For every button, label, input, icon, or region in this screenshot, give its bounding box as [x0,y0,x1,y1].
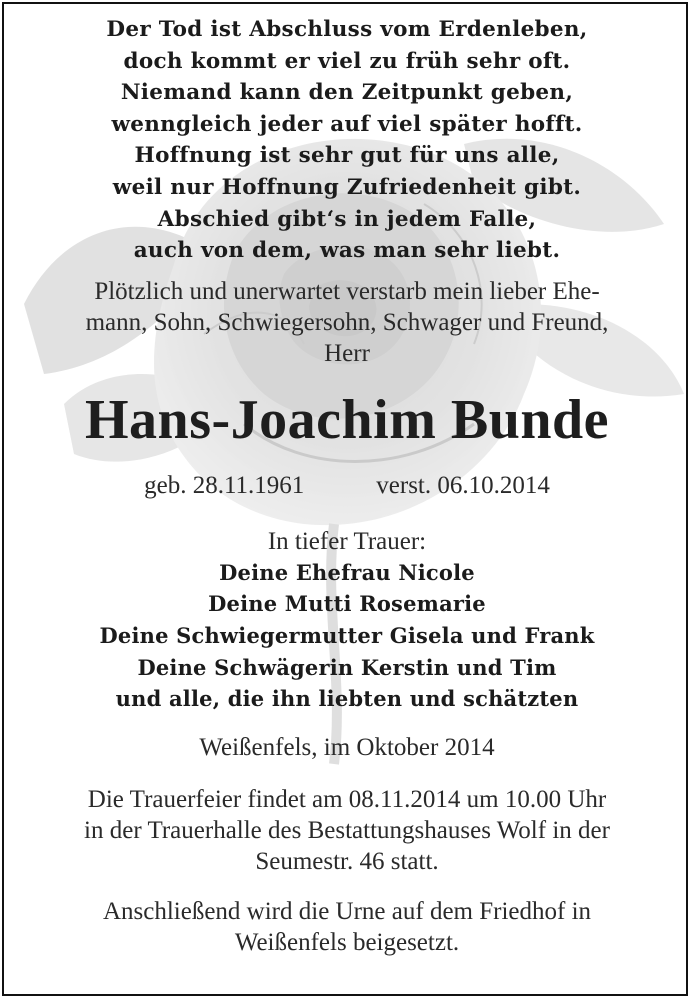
death-announcement [4,276,688,369]
urn-line: Weißenfels beigesetzt. [234,928,460,956]
death-date: verst. 06.10.2014 [376,471,550,499]
place-and-date: Weißenfels, im Oktober 2014 [199,733,495,761]
poem [4,4,688,267]
funeral-line: Die Trauerfeier findet am 08.11.2014 um 10.00 Uhr [87,785,607,813]
announcement-line: Plötzlich und unerwartet verstarb mein lieber Ehe- [94,277,600,305]
poem-line: auch von dem, was man sehr liebt. [133,238,561,264]
mourning-heading: In tiefer Trauer: [267,527,427,555]
mourner-line: und alle, die ihn liebten und schätzten [115,686,579,712]
mourner-line: Deine Schwiegermutter Gisela und Frank [99,622,595,648]
mourner-line: Deine Mutti Rosemarie [208,591,486,617]
poem-line: Abschied gibt‘s in jedem Falle, [157,206,537,232]
mourner-line: Deine Ehefrau Nicole [219,559,475,585]
announcement-line: mann, Sohn, Schwiegersohn, Schwager und Freund, [85,308,609,336]
urn-line: Anschließend wird die Urne auf dem Friedhof in [102,897,592,925]
poem-line: Niemand kann den Zeitpunkt geben, [120,80,574,106]
mourners-list [4,557,688,715]
poem-line: doch kommt er viel zu früh sehr oft. [123,48,571,74]
funeral-line: in der Trauerhalle des Bestattungshauses Wolf in der [84,816,610,844]
funeral-line: Seumestr. 46 statt. [255,847,439,875]
poem-line: weil nur Hoffnung Zufriedenheit gibt. [112,174,582,200]
poem-line: Hoffnung ist sehr gut für uns alle, [134,143,560,169]
deceased-name: Hans-Joachim Bunde [85,388,609,451]
funeral-info [4,784,688,877]
urn-burial-info [4,896,688,958]
mourner-line: Deine Schwägerin Kerstin und Tim [137,654,557,680]
poem-line: Der Tod ist Abschluss vom Erdenleben, [106,17,588,42]
poem-line: wenngleich jeder auf viel später hofft. [111,111,583,137]
birth-date: geb. 28.11.1961 [144,471,305,499]
announcement-line: Herr [324,339,370,367]
life-dates [4,471,688,501]
obituary-frame [2,2,688,996]
obituary-content [4,4,688,958]
